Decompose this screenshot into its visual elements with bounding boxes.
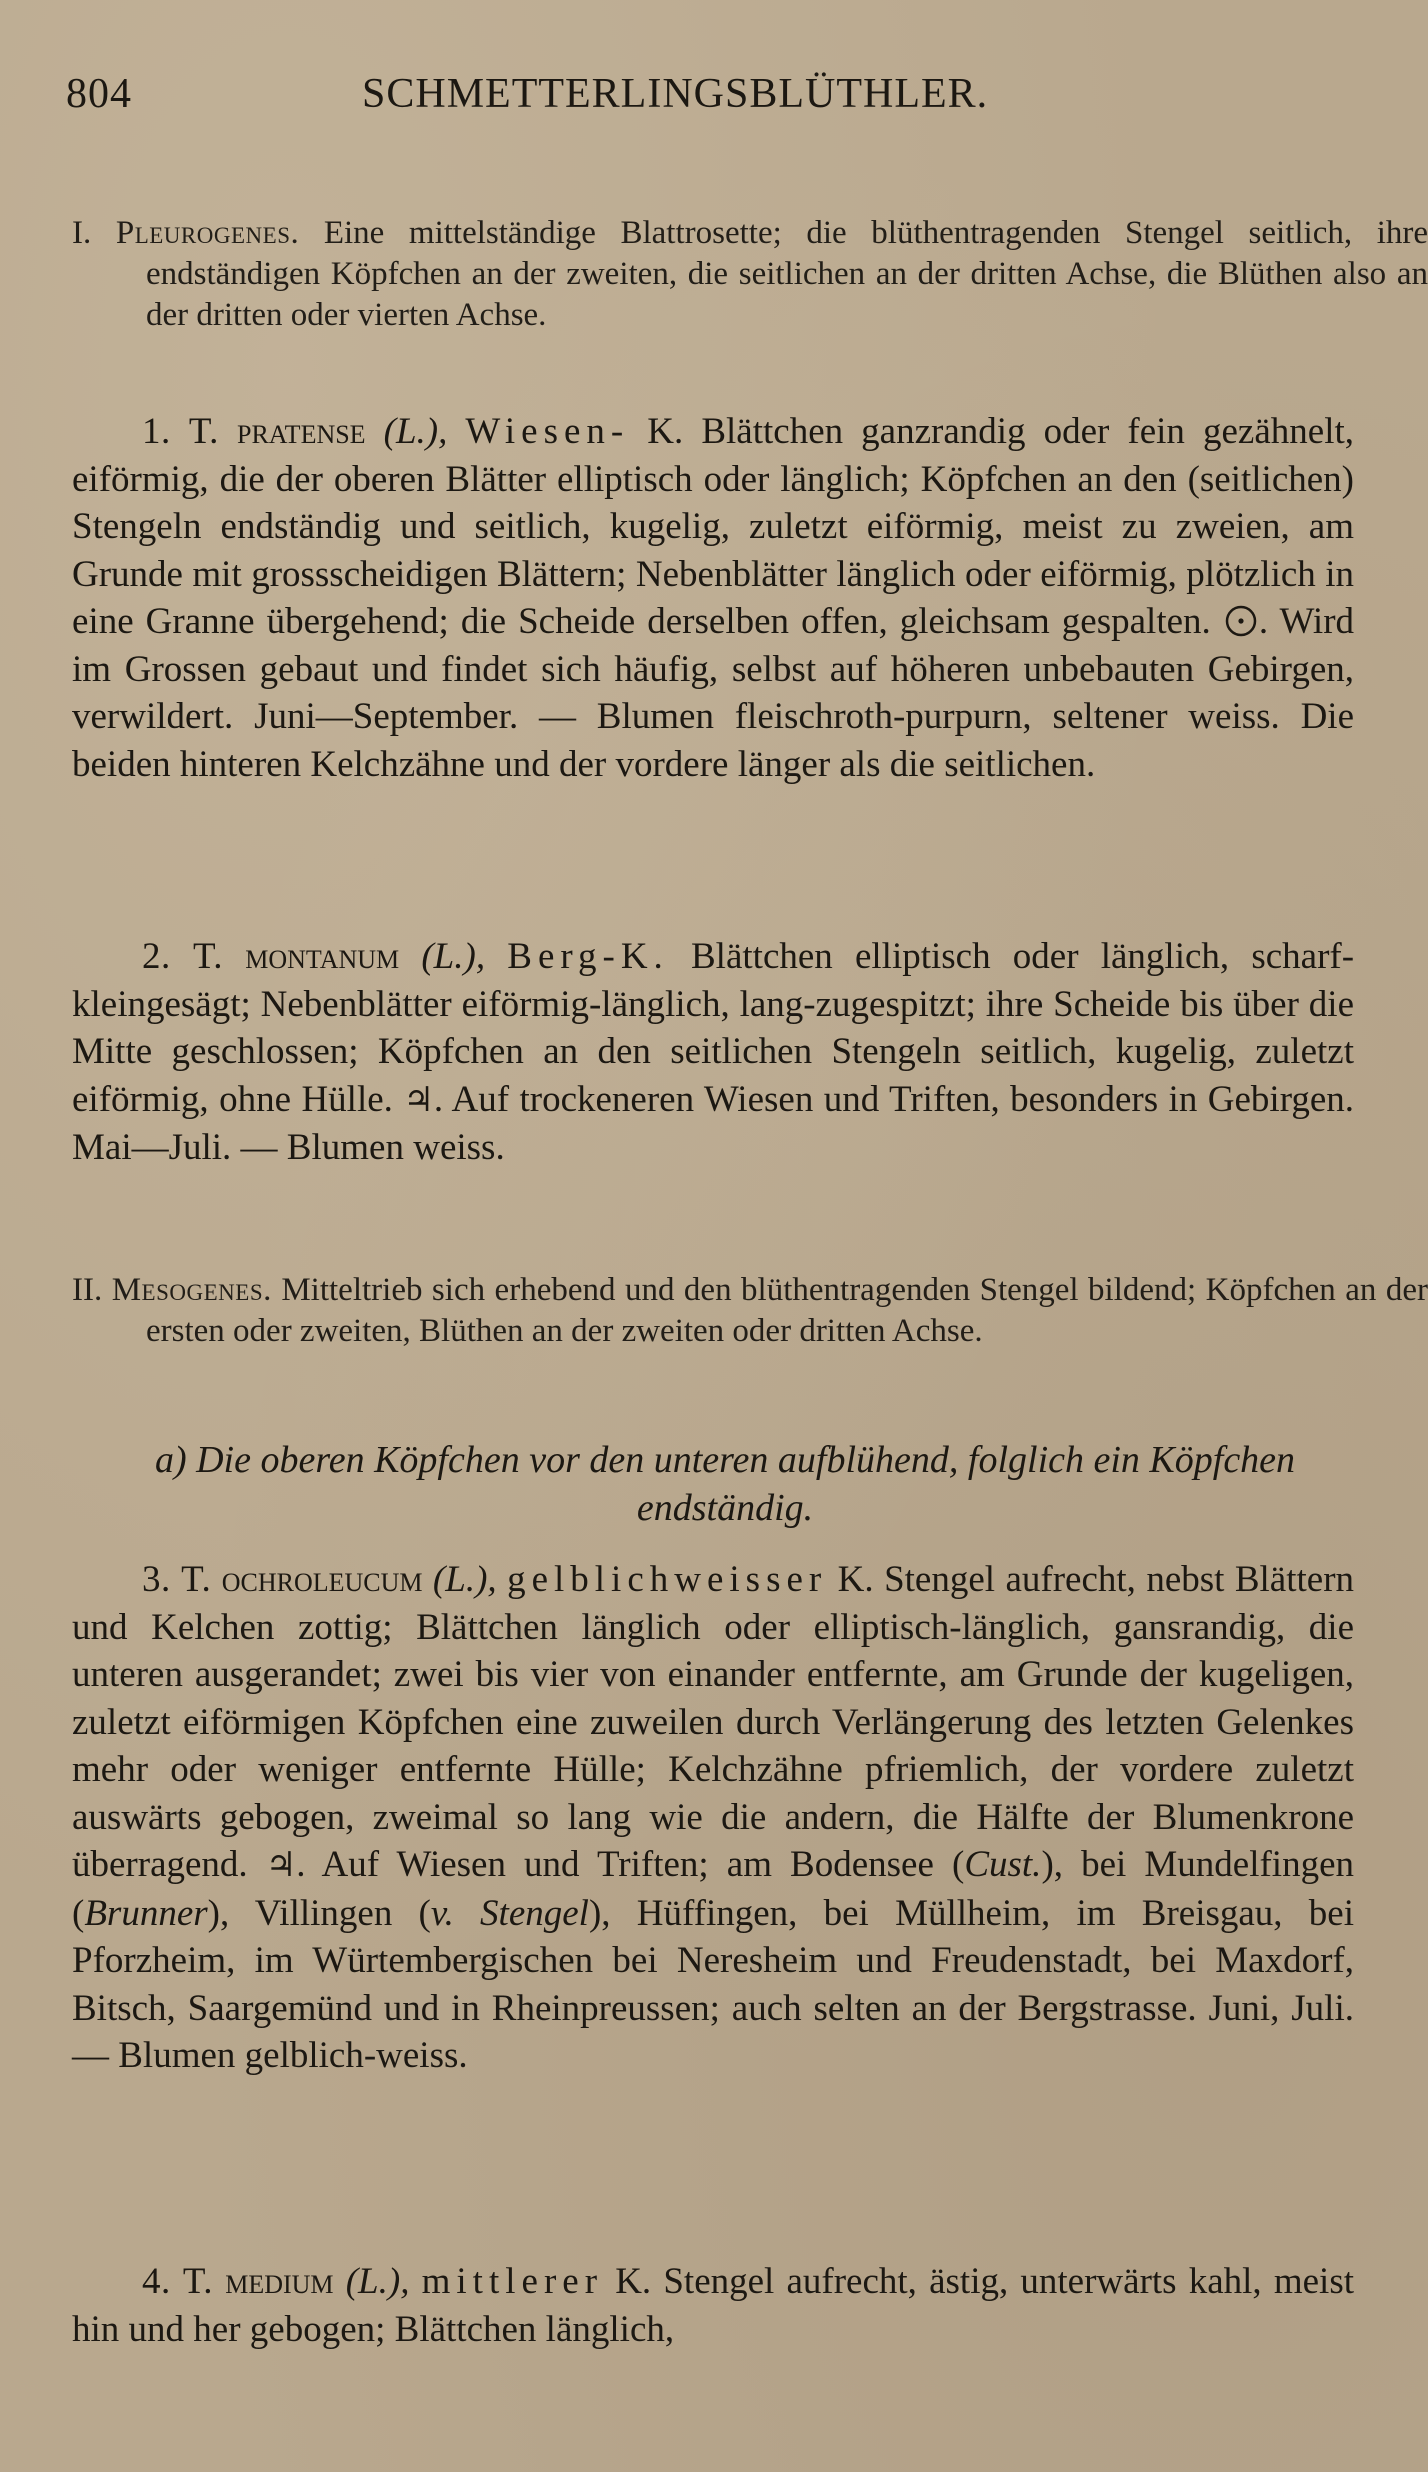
common-name: mittlerer: [421, 2261, 604, 2302]
perennial-icon: ♃: [265, 1845, 297, 1885]
entry-habitat-3: ), Villingen (: [207, 1892, 431, 1934]
section-text: Eine mittelständige Blattrosette; die blüthentragenden Stengel seitlich, ihre endständigen Köpfchen an der zweiten, die seitlichen an der dritten Achse, die Blüthen also an der dritten oder vierten Achse.: [146, 215, 1428, 333]
common-name: Berg-K.: [507, 936, 669, 977]
species-entry-pratense: [72, 408, 1354, 788]
genus-abbrev: T.: [182, 2261, 214, 2302]
perennial-icon: ♃: [403, 1079, 434, 1120]
section-ii: [72, 1270, 1428, 1352]
entry-description: Blättchen ganzrandig oder fein gezähnelt, eiförmig, die der oberen Blätter elliptisch oder länglich; Köpfchen an den (seitlichen) Stengeln endständig und seitlich, kugelig, zuletzt eiförmig, meist zu zweien, am Grunde mit grossscheidigen Blättern; Nebenblätter länglich oder eiförmig, plötzlich in eine Granne übergehend; die Scheide derselben offen, gleichsam gespalten.: [72, 411, 1354, 642]
entry-description: Stengel aufrecht, ästig, unterwärts kahl, meist hin und her gebogen; Blättchen länglich,: [72, 2261, 1355, 2350]
page-header: [66, 70, 1366, 130]
entry-number: 4.: [142, 2261, 171, 2302]
section-name: Mesogenes.: [111, 1272, 272, 1308]
genus-abbrev: T.: [192, 936, 224, 977]
author-citation: (L.),: [421, 936, 486, 977]
species-name: pratense: [236, 411, 366, 452]
citation-cust: Cust.: [964, 1844, 1042, 1885]
author-citation: (L.),: [383, 411, 448, 452]
running-title: SCHMETTERLINGSBLÜTHLER.: [362, 71, 989, 117]
section-text: Mitteltrieb sich erhebend und den blüthentragenden Stengel bildend; Köpfchen an der ersten oder zweiten, Blüthen an der zweiten oder dritten Achse.: [146, 1272, 1428, 1349]
entry-habitat-2: ), bei Mundelfingen (: [72, 1844, 1355, 1934]
entry-description: Stengel aufrecht, nebst Blättern und Kelchen zottig; Blättchen länglich oder elliptisch-länglich, gansrandig, die unteren ausgerandet; zwei bis vier von einander entfernte, am Grunde der kugeligen, zuletzt eiförmigen Köpfchen eine zuweilen durch Verlängerung des letzten Gelenkes mehr oder weniger entfernte Hülle; Kelchzähne pfriemlich, der vordere zuletzt auswärts gebogen, zweimal so lang wie die andern, die Hälfte der Blumenkrone überragend.: [72, 1559, 1355, 1885]
species-name: ochroleucum: [221, 1559, 423, 1600]
entry-description: Blättchen elliptisch oder länglich, scharf-kleingesägt; Nebenblätter eiförmig-länglich, lang-zugespitzt; ihre Scheide bis über die Mitte geschlossen; Köpfchen an den seitlichen Stengeln seitlich, kugelig, zuletzt eiförmig, ohne Hülle.: [72, 936, 1355, 1120]
common-name-k: K.: [837, 1559, 874, 1600]
page-number: 804: [66, 71, 132, 117]
common-name: gelblichweisser: [507, 1559, 828, 1600]
species-entry-ochroleucum: [72, 1556, 1354, 2080]
author-citation: (L.),: [345, 2261, 410, 2302]
entry-habitat: . Auf Wiesen und Triften; am Bodensee (: [296, 1844, 965, 1885]
citation-brunner: Brunner: [84, 1892, 208, 1934]
common-name-k: K.: [615, 2261, 652, 2302]
genus-abbrev: T.: [188, 411, 219, 452]
species-entry-montanum: [72, 933, 1354, 1172]
entry-number: 1.: [142, 411, 171, 452]
genus-abbrev: T.: [181, 1559, 212, 1600]
entry-number: 2.: [142, 936, 171, 977]
species-entry-medium: [72, 2258, 1354, 2353]
species-name: montanum: [245, 936, 400, 977]
author-citation: (L.),: [432, 1559, 497, 1600]
section-i: [72, 213, 1428, 336]
entry-habitat: . Wird im Grossen gebaut und findet sich häufig, selbst auf höheren unbebauten Gebirgen, verwildert. Juni—September. — Blumen fleischroth-purpurn, seltener weiss. Die beiden hinteren Kelchzähne und der vordere länger als die seitlichen.: [72, 601, 1355, 785]
species-name: medium: [225, 2261, 334, 2302]
section-number: I.: [72, 215, 92, 251]
entry-habitat-4: ), Hüffingen, bei Müllheim, im Breisgau, bei Pforzheim, im Würtembergischen bei Neresheim und Freudenstadt, bei Maxdorf, Bitsch, Saargemünd und in Rheinpreussen; auch selten an der Bergstrasse. Juni, Juli. — Blumen gelblich-weiss.: [72, 1892, 1354, 2076]
subsection-heading-a: a) Die oberen Köpfchen vor den unteren aufblühend, folglich ein Köpfchen endständig.: [154, 1439, 1296, 1529]
section-name: Pleurogenes.: [115, 215, 300, 251]
common-name-k: K.: [647, 411, 684, 452]
entry-habitat: . Auf trockeneren Wiesen und Triften, besonders in Gebirgen. Mai—Juli. — Blumen weiss.: [72, 1078, 1355, 1168]
section-number: II.: [72, 1272, 103, 1308]
annual-icon: [1223, 603, 1259, 639]
entry-number: 3.: [142, 1559, 171, 1600]
common-name: Wiesen-: [465, 411, 630, 452]
citation-stengel: v. Stengel: [430, 1892, 589, 1934]
